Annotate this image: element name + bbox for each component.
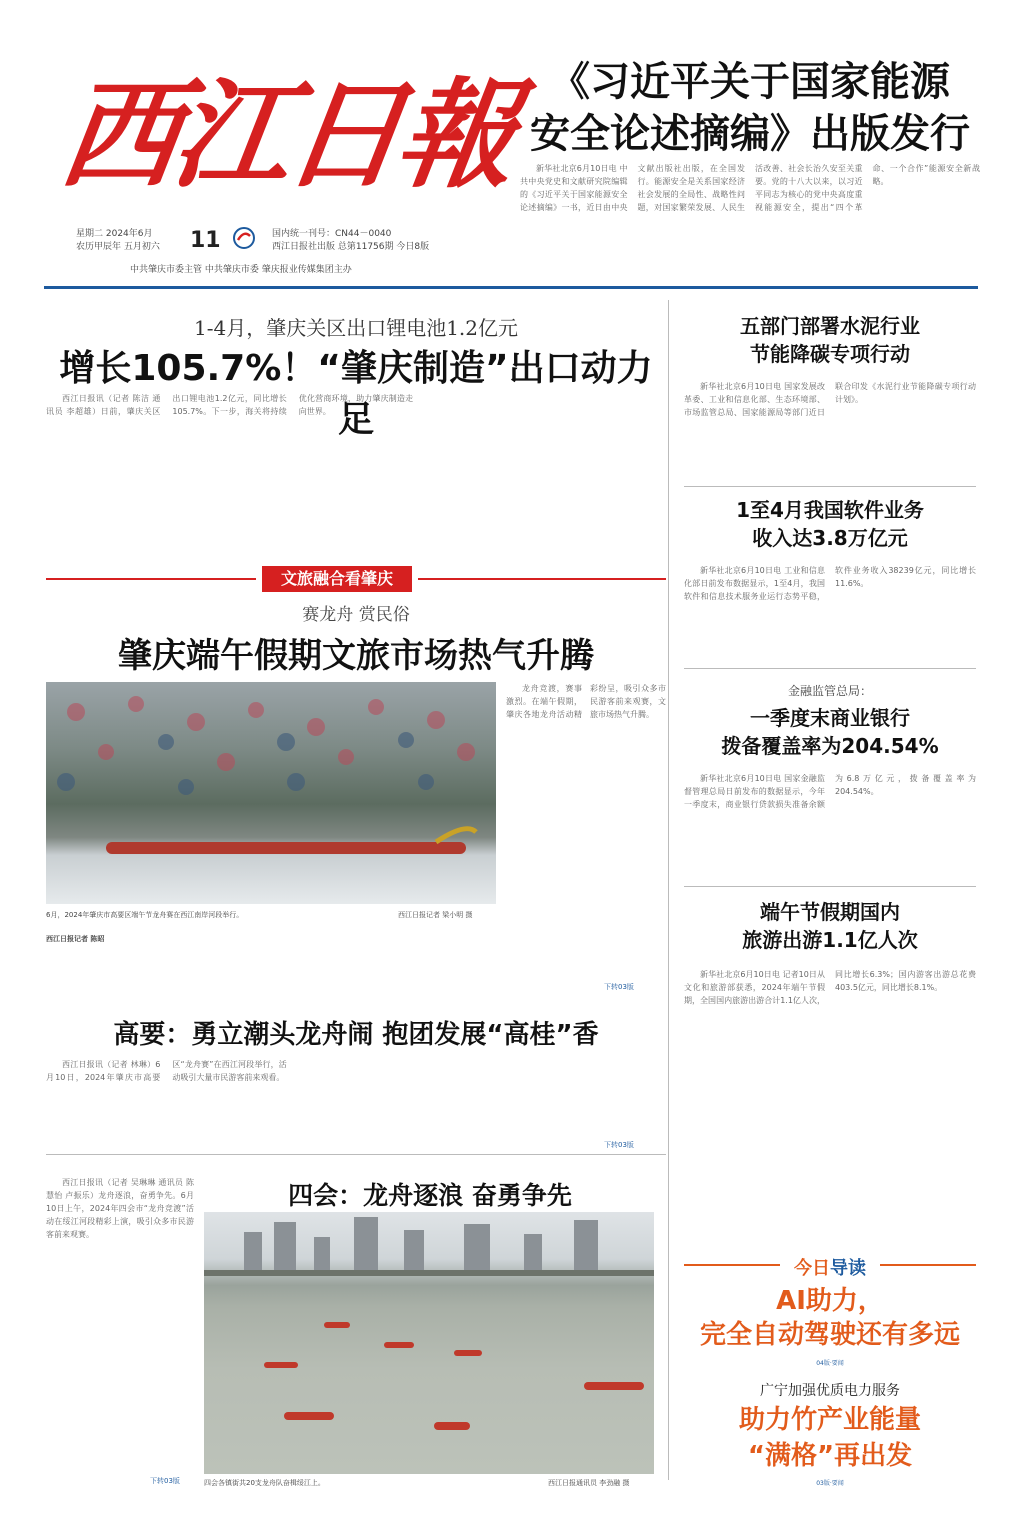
publication-codes [272, 228, 429, 254]
story3-body-text: 西江日报讯（记者 林琳）6月10日，2024年肇庆市高要区“龙舟赛”在西江河段举行，活动吸引大量市民游客前来观看。 [46, 1060, 287, 1082]
story4-headline[interactable]: 四会：龙舟逐浪 奋勇争先 [288, 1181, 572, 1210]
right-story1-line1: 五部门部署水泥行业 [740, 314, 920, 338]
story3-body [46, 1058, 666, 1138]
crowd-illustration [46, 682, 496, 904]
river-illustration [204, 1212, 654, 1474]
guide-item1[interactable] [684, 1284, 976, 1352]
right-story4-line1: 端午节假期国内 [760, 900, 900, 924]
lead-body-text: 新华社北京6月10日电 中共中央党史和文献研究院编辑的《习近平关于国家能源安全论述摘编》一书，近日由中央文献出版社出版，在全国发行。能源安全是关系国家经济社会发展的全局性、战略性问题，对国家繁荣发展、人民生活改善、社会长治久安至关重要。党的十八大以来，以习近平同志为核心的党中央高度重视能源安全，提出“四个革命、一个合作”能源安全新战略。 [520, 164, 980, 212]
guide-label-b: 导读 [830, 1258, 866, 1279]
section-rule-right [418, 578, 666, 580]
story4-side-body-text: 西江日报讯（记者 吴琳琳 通讯员 陈慧怡 卢振乐）龙舟逐浪，奋勇争先。6月10日上午，2024年四会市“龙舟竞渡”活动在绥江河段精彩上演，吸引众多市民游客前来观赛。 [46, 1178, 194, 1239]
story3-headline[interactable]: 高要：勇立潮头龙舟闹 抱团发展“高桂”香 [113, 1020, 599, 1050]
story1-headline[interactable]: 增长105.7%！“肇庆制造”出口动力足 [59, 348, 653, 440]
right-story1-body [684, 380, 976, 480]
lead-headline-line1: 《习近平关于国家能源 [550, 59, 950, 105]
right-divider1 [684, 486, 976, 487]
river-race-photo[interactable] [204, 1212, 654, 1474]
today-guide-label [684, 1254, 976, 1280]
date-line2: 农历甲辰年 五月初六 [76, 242, 160, 252]
right-story2-line2: 收入达3.8万亿元 [752, 526, 908, 550]
story3-continue-link[interactable]: 下转03版 [604, 1141, 634, 1149]
story1-body [46, 392, 666, 540]
story2-side-body [506, 682, 666, 992]
date-line1: 星期二 2024年6月 [76, 229, 153, 239]
story2-photo-credit: 西江日报记者 梁小明 摄 [398, 911, 473, 919]
masthead-logo: 西江日報 [52, 65, 520, 204]
header-divider [44, 286, 978, 289]
right-story2-body-text: 新华社北京6月10日电 工业和信息化部日前发布数据显示，1至4月，我国软件和信息技术服务业运行态势平稳，软件业务收入38239亿元，同比增长11.6%。 [684, 566, 976, 601]
column-divider [668, 300, 669, 1480]
story4-side-body [46, 1176, 194, 1466]
story1-body-text: 西江日报讯（记者 陈洁 通讯员 李超雄）日前，肇庆关区出口锂电池1.2亿元，同比增长105.7%。下一步，海关将持续优化营商环境，助力肇庆制造走向世界。 [46, 394, 414, 416]
right-story3-body [684, 772, 976, 876]
story4-photo-credit: 西江日报通讯员 李劲融 摄 [548, 1479, 630, 1487]
guide-item2[interactable] [684, 1402, 976, 1474]
right-story3-line1: 一季度末商业银行 [750, 706, 910, 730]
right-story3-headline[interactable] [684, 704, 976, 760]
dragon-boat-photo[interactable] [46, 682, 496, 904]
story1-kicker: 1-4月，肇庆关区出口锂电池1.2亿元 [193, 316, 518, 340]
story2-side-body-text: 龙舟竞渡，赛事激烈。在端午假期，肇庆各地龙舟活动精彩纷呈，吸引众多市民游客前来观赛，文旅市场热气升腾。 [506, 684, 666, 719]
section-rule-left [46, 578, 256, 580]
guide-item1-ref[interactable]: 04版·要闻 [816, 1360, 844, 1367]
right-story2-headline[interactable] [684, 496, 976, 552]
issue-date [76, 228, 160, 254]
story3-divider [46, 1154, 666, 1155]
right-story4-body-text: 新华社北京6月10日电 记者10日从文化和旅游部获悉，2024年端午节假期，全国国内旅游出游合计1.1亿人次，同比增长6.3%；国内游客出游总花费403.5亿元，同比增长8.1%。 [684, 970, 976, 1005]
story2-headline[interactable]: 肇庆端午假期文旅市场热气升腾 [118, 636, 594, 676]
section-tag: 文旅融合看肇庆 [262, 566, 412, 592]
right-story1-line2: 节能降碳专项行动 [750, 342, 910, 366]
story2-kicker: 赛龙舟 赏民俗 [302, 605, 410, 625]
story2-photo-caption: 6月，2024年肇庆市高要区端午节龙舟赛在西江南岸河段举行。 [46, 911, 244, 919]
lead-headline[interactable] [520, 56, 980, 160]
right-story4-line2: 旅游出游1.1亿人次 [742, 928, 918, 952]
right-divider2 [684, 668, 976, 669]
right-story4-body [684, 968, 976, 1232]
story4-photo-caption: 四会各镇街共20支龙舟队奋楫绥江上。 [204, 1479, 325, 1487]
right-story3-body-text: 新华社北京6月10日电 国家金融监督管理总局日前发布的数据显示，今年一季度末，商业银行贷款损失准备余额为6.8万亿元，拨备覆盖率为204.54%。 [684, 774, 976, 809]
guide-item1-line1: AI助力， [776, 1286, 884, 1316]
guide-item2-line2: “满格”再出发 [747, 1441, 913, 1471]
issue-day: 11 [190, 228, 221, 253]
lead-headline-line2: 安全论述摘编》出版发行 [530, 111, 970, 157]
guide-item2-kicker: 广宁加强优质电力服务 [760, 1383, 900, 1399]
right-story3-kicker: 金融监管总局： [787, 684, 872, 698]
right-story4-headline[interactable] [684, 898, 976, 954]
story2-byline: 西江日报记者 陈昭 [46, 935, 105, 943]
lead-body [520, 162, 980, 274]
right-story1-headline[interactable] [684, 312, 976, 368]
right-story2-line1: 1至4月我国软件业务 [736, 498, 924, 522]
right-divider3 [684, 886, 976, 887]
story4-continue-link[interactable]: 下转03版 [150, 1477, 180, 1485]
code-line1: 国内统一刊号：CN44－0040 [272, 229, 392, 239]
guide-label-a: 今日 [794, 1258, 830, 1279]
guide-item2-ref[interactable]: 03版·要闻 [816, 1480, 844, 1487]
right-story1-body-text: 新华社北京6月10日电 国家发展改革委、工业和信息化部、生态环境部、市场监管总局、国家能源局等部门近日联合印发《水泥行业节能降碳专项行动计划》。 [684, 382, 976, 417]
code-line2: 西江日报社出版 总第11756期 今日8版 [272, 242, 430, 252]
newspaper-emblem-icon [232, 226, 256, 250]
publisher-line: 中共肇庆市委主管 中共肇庆市委 肇庆报业传媒集团主办 [130, 265, 352, 275]
story2-continue-link[interactable]: 下转03版 [604, 983, 634, 991]
guide-item1-line2: 完全自动驾驶还有多远 [699, 1320, 960, 1350]
right-story3-line2: 拨备覆盖率为204.54% [721, 734, 939, 758]
guide-item2-line1: 助力竹产业能量 [738, 1405, 921, 1435]
right-story2-body [684, 564, 976, 660]
